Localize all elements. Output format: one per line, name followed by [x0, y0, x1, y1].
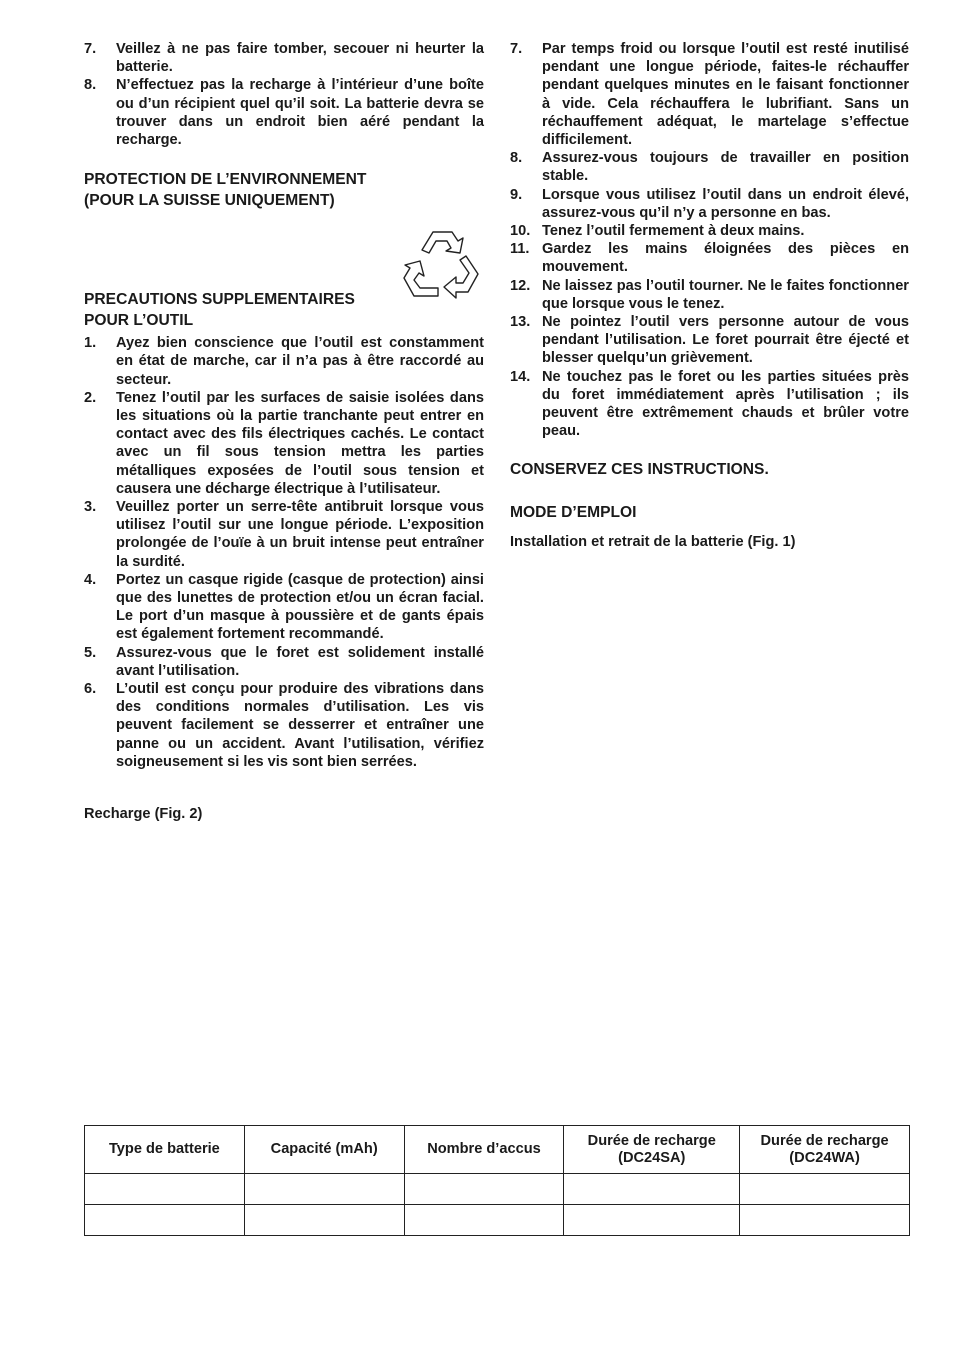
item-number: 5. — [84, 644, 97, 661]
item-number: 12. — [510, 277, 531, 294]
list-item — [510, 277, 909, 313]
table-header-row — [85, 1126, 910, 1174]
item-number: 7. — [510, 41, 523, 57]
header-charge-time-dc24wa: Durée de recharge (DC24WA) — [740, 1126, 910, 1174]
list-item — [84, 571, 484, 644]
env-heading — [84, 170, 484, 211]
item-text: Ne laissez pas l’outil tourner. Ne le faites fonctionner que lorsque vous le tenez. — [542, 277, 909, 312]
item-number: 1. — [84, 335, 97, 352]
item-number: 8. — [510, 150, 523, 167]
battery-precautions-list — [84, 40, 484, 149]
table-row — [85, 1205, 910, 1236]
list-item — [84, 40, 484, 76]
item-text: Tenez l’outil par les surfaces de saisie isolées dans les situations où la partie tranchante peut entrer en contact avec des fils électriques cachés. Le contact avec un fil sous tension mettra les parties métalliques exposées de l’outil sous tension et causera une décharge électrique à l’utilisateur. — [116, 389, 484, 497]
item-number: 11. — [510, 241, 530, 258]
item-number: 7. — [84, 41, 97, 57]
item-number: 8. — [84, 77, 97, 94]
list-item — [510, 222, 909, 240]
table-cell — [564, 1174, 740, 1205]
list-item — [84, 389, 484, 498]
list-item — [510, 240, 909, 276]
list-item — [84, 680, 484, 771]
table-cell — [564, 1205, 740, 1236]
env-heading-line1: PROTECTION DE L’ENVIRONNEMENT — [84, 171, 367, 189]
item-text: Veillez à ne pas faire tomber, secouer ni heurter la batterie. — [116, 41, 484, 76]
tool-precautions-list-continued — [510, 40, 909, 440]
item-number: 13. — [510, 314, 531, 331]
item-text: Tenez l’outil fermement à deux mains. — [542, 223, 805, 240]
item-text: Portez un casque rigide (casque de protection) ainsi que des lunettes de protection et/ou un écran facial. Le port d’un masque à poussière et de gants épais est également fortement recommandé. — [116, 571, 484, 643]
list-item — [510, 313, 909, 368]
installation-heading: Installation et retrait de la batterie (Fig. 1) — [510, 534, 796, 551]
header-cell-count: Nombre d’accus — [404, 1126, 564, 1174]
left-column — [84, 40, 484, 823]
list-item — [84, 498, 484, 571]
table-cell — [404, 1205, 564, 1236]
table-cell — [740, 1205, 910, 1236]
header-battery-type: Type de batterie — [85, 1126, 245, 1174]
item-text: N’effectuez pas la recharge à l’intérieur d’une boîte ou d’un récipient quel qu’il soit. La batterie devra se trouver dans un endroit bien aéré pendant la recharge. — [116, 77, 484, 149]
item-number: 4. — [84, 571, 97, 588]
right-column — [510, 40, 909, 551]
table-cell — [404, 1174, 564, 1205]
recharge-heading: Recharge (Fig. 2) — [84, 806, 203, 823]
item-text: L’outil est conçu pour produire des vibrations dans des conditions normales d’utilisation. Les vis peuvent facilement se desserrer et entraîner une panne ou un accident. Avant l’utilisation, vérifiez soigneusement si les vis sont bien serrées. — [116, 681, 484, 770]
item-number: 3. — [84, 499, 97, 516]
table-cell — [740, 1174, 910, 1205]
tool-precautions-list — [84, 334, 484, 771]
item-text: Veuillez porter un serre-tête antibruit lorsque vous utilisez l’outil sur une longue période. L’exposition prolongée de l’ouïe à un bruit intense peut entraîner la surdité. — [116, 499, 484, 570]
item-text: Ayez bien conscience que l’outil est constamment en état de marche, car il n’a pas à être raccordé au secteur. — [116, 335, 484, 388]
item-text: Lorsque vous utilisez l’outil dans un endroit élevé, assurez-vous qu’il n’y a personne en bas. — [542, 186, 909, 221]
precautions-heading-line2: POUR L’OUTIL — [84, 311, 194, 329]
item-text: Gardez les mains éloignées des pièces en mouvement. — [542, 241, 909, 276]
header-capacity: Capacité (mAh) — [244, 1126, 404, 1174]
precautions-heading-line1: PRECAUTIONS SUPPLEMENTAIRES — [84, 291, 355, 309]
env-heading-line2: (POUR LA SUISSE UNIQUEMENT) — [84, 191, 335, 209]
table-row — [85, 1174, 910, 1205]
recycle-icon — [400, 226, 482, 302]
list-item — [510, 40, 909, 149]
list-item — [84, 644, 484, 680]
item-text: Par temps froid ou lorsque l’outil est resté inutilisé pendant une longue période, faites-le réchauffer pendant quelques minutes en le faisant fonctionner à vide. Cela réchauffera le lubrifiant. Sans un réchauffement adéquat, le martelage s’effectue difficilement. — [542, 41, 909, 149]
item-number: 10. — [510, 223, 531, 240]
item-text: Ne pointez l’outil vers personne autour de vous pendant l’utilisation. Le foret pourrait être éjecté et blesser quelqu’un grièvement. — [542, 314, 909, 367]
item-number: 9. — [510, 186, 523, 203]
table-cell — [244, 1174, 404, 1205]
item-text: Assurez-vous toujours de travailler en position stable. — [542, 150, 909, 185]
conservez-heading: CONSERVEZ CES INSTRUCTIONS. — [510, 461, 769, 479]
item-text: Assurez-vous que le foret est solidement installé avant l’utilisation. — [116, 644, 484, 679]
mode-emploi-heading: MODE D’EMPLOI — [510, 503, 637, 521]
list-item — [510, 149, 909, 185]
table-cell — [85, 1205, 245, 1236]
header-charge-time-dc24sa: Durée de recharge (DC24SA) — [564, 1126, 740, 1174]
item-text: Ne touchez pas le foret ou les parties situées près du foret immédiatement après l’utilisation ; ils peuvent être extrêmement chauds et brûler votre peau. — [542, 368, 909, 440]
list-item — [84, 334, 484, 389]
table-cell — [244, 1205, 404, 1236]
item-number: 2. — [84, 389, 97, 406]
table-cell — [85, 1174, 245, 1205]
battery-table — [84, 1125, 910, 1236]
item-number: 14. — [510, 368, 531, 385]
item-number: 6. — [84, 681, 97, 698]
list-item — [510, 368, 909, 441]
list-item — [84, 76, 484, 149]
list-item — [510, 186, 909, 222]
